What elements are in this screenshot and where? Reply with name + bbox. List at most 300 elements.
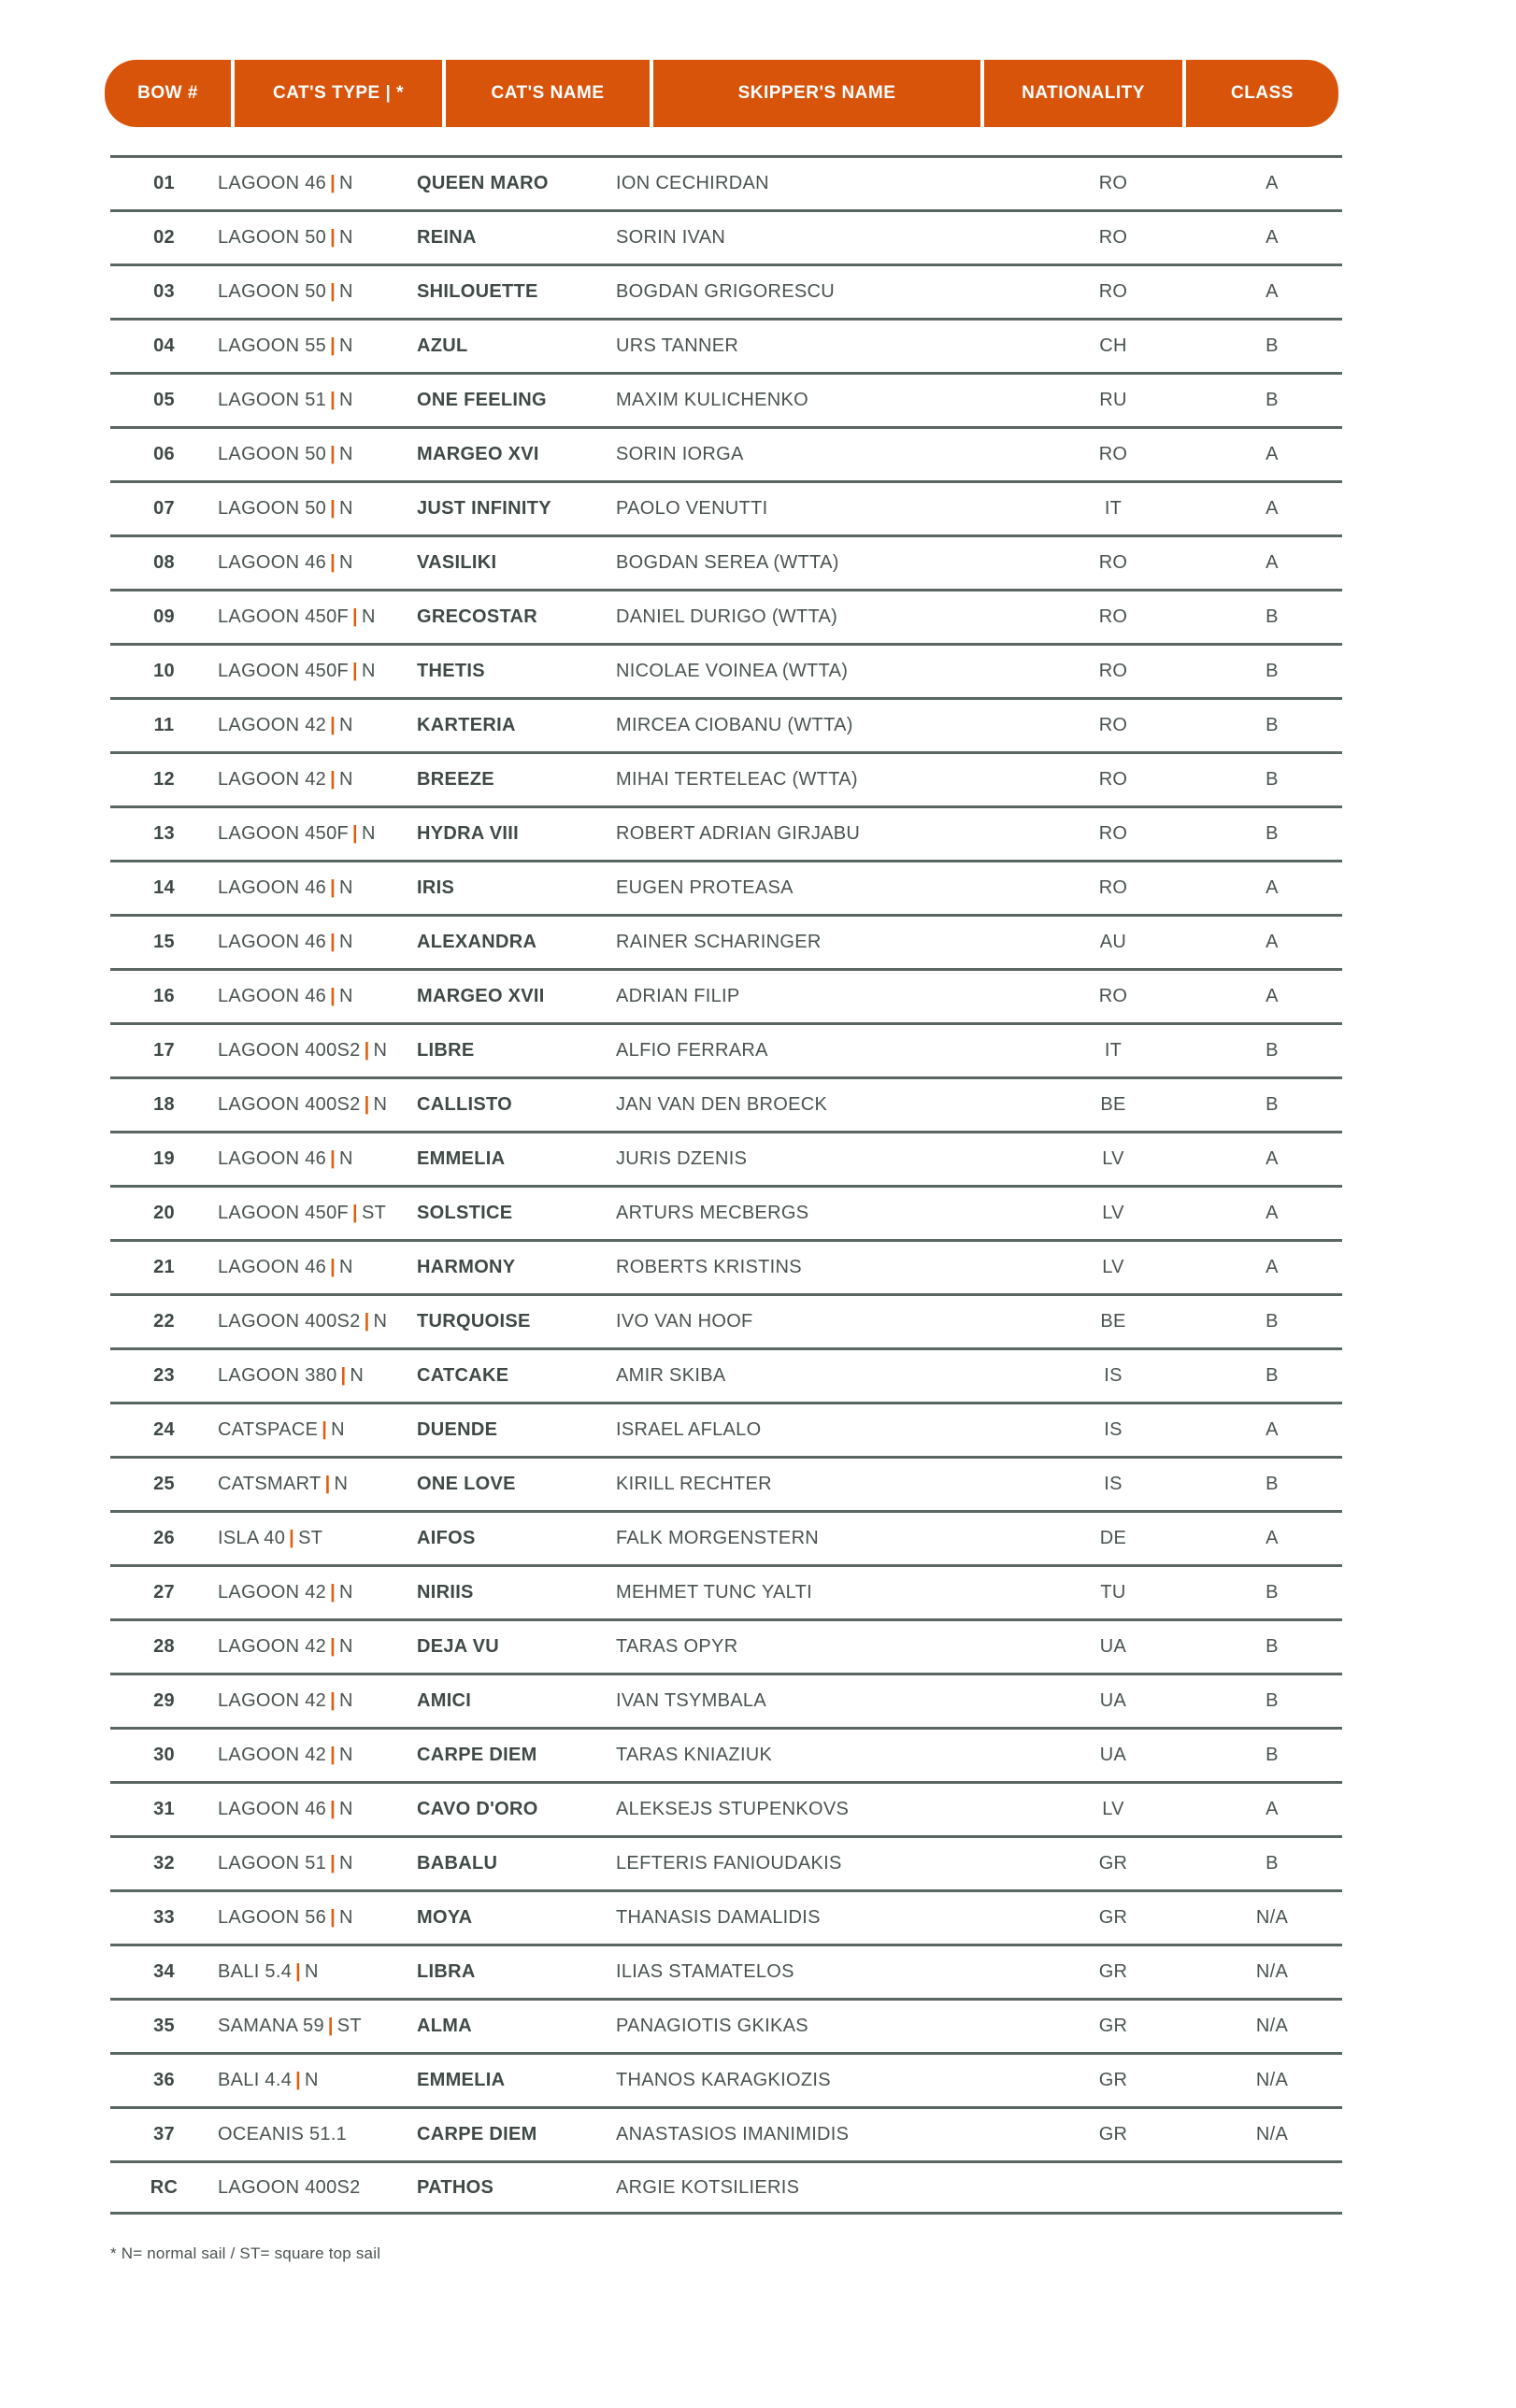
- cell-cat-type: [218, 877, 417, 899]
- cell-cat-name: MARGEO XVII: [417, 986, 545, 1006]
- cat-type-separator-icon: |: [330, 552, 336, 573]
- cell-skipper-name: ARTURS MECBERGS: [616, 1203, 809, 1223]
- cell-skipper-name: THANOS KARAGKIOZIS: [616, 2070, 831, 2090]
- cat-type-sail: ST: [336, 2016, 362, 2036]
- cell-cat-type: [218, 606, 417, 628]
- cat-type-separator-icon: |: [327, 2016, 334, 2036]
- cell-nationality: RO: [1098, 281, 1128, 302]
- cell-cat-name: PATHOS: [417, 2176, 494, 2198]
- cell-bow-number: 07: [153, 498, 175, 519]
- cell-class: A: [1266, 932, 1279, 952]
- cell-cat-name: LIBRA: [417, 1961, 476, 1982]
- cat-type-model: LAGOON 56: [218, 1907, 327, 1928]
- cell-skipper-name: AMIR SKIBA: [616, 1365, 726, 1386]
- cat-type-model: LAGOON 450F: [218, 606, 350, 627]
- cell-bow-number: 20: [153, 1203, 175, 1223]
- cell-class: N/A: [1255, 1907, 1289, 1928]
- cell-class: N/A: [1255, 2070, 1289, 2090]
- cell-cat-type: [218, 2124, 417, 2145]
- cell-class: B: [1266, 1582, 1279, 1603]
- cell-nationality: LV: [1102, 1203, 1124, 1223]
- table-row: [110, 1673, 1342, 1727]
- table-row: [110, 1727, 1342, 1781]
- cell-bow-number: 12: [153, 769, 175, 790]
- cat-type-model: LAGOON 450F: [218, 1203, 350, 1223]
- cell-skipper-name: PANAGIOTIS GKIKAS: [616, 2016, 808, 2036]
- table-row: [110, 1022, 1342, 1076]
- cell-class: A: [1266, 1203, 1279, 1223]
- cat-type-model: OCEANIS 51.1: [218, 2124, 348, 2144]
- cell-skipper-name: RAINER SCHARINGER: [616, 932, 822, 952]
- cell-skipper-name: EUGEN PROTEASA: [616, 877, 794, 898]
- cat-type-model: LAGOON 50: [218, 227, 327, 248]
- cell-class: B: [1266, 1745, 1279, 1765]
- cell-nationality: RO: [1098, 606, 1128, 627]
- cat-type-model: LAGOON 51: [218, 1853, 327, 1874]
- cell-class: B: [1266, 1040, 1279, 1061]
- table-row: [110, 2160, 1342, 2215]
- cell-cat-name: SOLSTICE: [417, 1203, 513, 1223]
- cell-skipper-name: JURIS DZENIS: [616, 1148, 748, 1169]
- cat-type-separator-icon: |: [330, 444, 336, 464]
- cell-class: A: [1266, 1419, 1279, 1440]
- cell-cat-type: [218, 1528, 417, 1549]
- table-row: [110, 1456, 1342, 1510]
- cell-cat-name: CALLISTO: [417, 1094, 513, 1115]
- cell-cat-type: [218, 2016, 417, 2037]
- cat-type-separator-icon: |: [330, 1636, 336, 1657]
- cell-cat-type: [218, 823, 417, 845]
- cat-type-sail: N: [339, 227, 353, 248]
- cat-type-separator-icon: |: [352, 661, 358, 681]
- cell-nationality: RO: [1098, 823, 1128, 844]
- cell-bow-number: 24: [153, 1419, 175, 1440]
- cell-skipper-name: IVAN TSYMBALA: [616, 1690, 766, 1711]
- table-row: [110, 589, 1342, 643]
- cat-type-separator-icon: |: [324, 1474, 331, 1494]
- cell-class: B: [1266, 1690, 1279, 1711]
- cell-cat-name: QUEEN MARO: [417, 173, 549, 193]
- cell-nationality: GR: [1098, 2016, 1128, 2036]
- cell-skipper-name: PAOLO VENUTTI: [616, 498, 768, 519]
- cat-type-separator-icon: |: [330, 932, 336, 952]
- cell-skipper-name: MEHMET TUNC YALTI: [616, 1582, 812, 1603]
- cat-type-separator-icon: |: [330, 715, 336, 735]
- table-row: [110, 480, 1342, 534]
- cell-nationality: CH: [1099, 335, 1127, 356]
- cell-cat-type: [218, 986, 417, 1007]
- cell-bow-number: 01: [153, 173, 175, 193]
- cell-nationality: UA: [1099, 1745, 1127, 1765]
- cell-cat-name: AMICI: [417, 1690, 472, 1711]
- cell-bow-number: 28: [153, 1636, 175, 1657]
- cat-type-model: LAGOON 55: [218, 335, 327, 356]
- cell-cat-type: [218, 1582, 417, 1603]
- cell-bow-number: 26: [153, 1528, 175, 1548]
- cat-type-sail: N: [373, 1311, 388, 1332]
- cell-nationality: RO: [1098, 552, 1128, 573]
- cell-cat-type: [218, 661, 417, 682]
- column-header-nat[interactable]: NATIONALITY: [984, 60, 1182, 127]
- cell-class: B: [1266, 1853, 1279, 1874]
- cell-bow-number: 23: [153, 1365, 175, 1386]
- cell-skipper-name: LEFTERIS FANIOUDAKIS: [616, 1853, 842, 1874]
- table-row: [110, 1510, 1342, 1564]
- cat-type-separator-icon: |: [364, 1311, 370, 1332]
- table-row: [110, 1076, 1342, 1131]
- cat-type-sail: N: [373, 1040, 388, 1061]
- cell-bow-number: 09: [153, 606, 175, 627]
- cat-type-model: LAGOON 42: [218, 715, 327, 735]
- cell-bow-number: 37: [153, 2124, 175, 2144]
- table-row: [110, 1998, 1342, 2052]
- table-row: [110, 643, 1342, 697]
- cell-nationality: GR: [1098, 2070, 1128, 2090]
- cat-type-model: ISLA 40: [218, 1528, 286, 1548]
- cell-class: A: [1266, 986, 1279, 1006]
- cell-nationality: RO: [1098, 227, 1128, 248]
- cell-class: B: [1266, 390, 1279, 410]
- cat-type-sail: N: [361, 606, 376, 627]
- cell-cat-name: AIFOS: [417, 1528, 476, 1548]
- cell-cat-type: [218, 1745, 417, 1766]
- cell-class: N/A: [1255, 2124, 1289, 2144]
- cat-type-separator-icon: |: [330, 1690, 336, 1711]
- cell-nationality: GR: [1098, 1907, 1128, 1928]
- cell-nationality: BE: [1100, 1311, 1126, 1332]
- cell-nationality: IT: [1104, 1040, 1123, 1061]
- column-header-type[interactable]: CAT'S TYPE | *: [235, 60, 442, 127]
- cat-type-sail: N: [305, 1961, 319, 1982]
- cell-class: B: [1266, 606, 1279, 627]
- cat-type-separator-icon: |: [364, 1094, 370, 1115]
- table-row: [110, 1185, 1342, 1239]
- cell-nationality: LV: [1102, 1257, 1124, 1277]
- cat-type-separator-icon: |: [330, 335, 336, 356]
- cat-type-separator-icon: |: [330, 1853, 336, 1874]
- table-row: [110, 2106, 1342, 2160]
- cell-bow-number: 36: [153, 2070, 175, 2090]
- cell-nationality: RO: [1098, 769, 1128, 790]
- cat-type-model: SAMANA 59: [218, 2016, 324, 2036]
- cell-cat-type: [218, 173, 417, 194]
- cell-class: A: [1266, 1799, 1279, 1819]
- cell-bow-number: 25: [153, 1474, 175, 1494]
- cell-bow-number: 05: [153, 390, 175, 410]
- table-row: [110, 318, 1342, 372]
- cell-bow-number: 19: [153, 1148, 175, 1169]
- cat-type-separator-icon: |: [330, 390, 336, 410]
- cell-cat-type: [218, 1853, 417, 1874]
- cell-cat-type: [218, 227, 417, 249]
- cat-type-model: LAGOON 42: [218, 1636, 327, 1657]
- cat-type-separator-icon: |: [330, 173, 336, 193]
- cell-cat-type: [218, 1799, 417, 1820]
- cat-type-model: CATSPACE: [218, 1419, 319, 1440]
- cell-class: B: [1266, 661, 1279, 681]
- cat-type-model: LAGOON 46: [218, 877, 327, 898]
- table-row: [110, 1347, 1342, 1402]
- cell-cat-name: HYDRA VIII: [417, 823, 519, 844]
- cell-nationality: UA: [1099, 1690, 1127, 1711]
- entry-list-table: [110, 155, 1342, 2215]
- cell-class: B: [1266, 1094, 1279, 1115]
- cell-cat-type: [218, 1907, 417, 1929]
- table-row: [110, 264, 1342, 318]
- cell-cat-name: DUENDE: [417, 1419, 498, 1440]
- cell-bow-number: 17: [153, 1040, 175, 1061]
- cell-class: A: [1266, 227, 1279, 248]
- cell-class: A: [1266, 877, 1279, 898]
- cell-class: A: [1266, 444, 1279, 464]
- cat-type-model: LAGOON 42: [218, 769, 327, 790]
- cell-class: B: [1266, 1636, 1279, 1657]
- cell-cat-type: [218, 769, 417, 791]
- cat-type-model: LAGOON 46: [218, 552, 327, 573]
- cell-skipper-name: ILIAS STAMATELOS: [616, 1961, 794, 1982]
- cat-type-separator-icon: |: [352, 606, 358, 627]
- cell-bow-number: 03: [153, 281, 175, 302]
- cat-type-model: LAGOON 42: [218, 1582, 327, 1603]
- cell-cat-type: [218, 1094, 417, 1116]
- cat-type-model: LAGOON 400S2: [218, 1040, 361, 1061]
- cell-bow-number: 32: [153, 1853, 175, 1874]
- cell-cat-type: [218, 932, 417, 953]
- cell-cat-name: HARMONY: [417, 1257, 516, 1277]
- cat-type-sail: N: [339, 1853, 353, 1874]
- cell-skipper-name: URS TANNER: [616, 335, 739, 356]
- cell-nationality: RO: [1098, 715, 1128, 735]
- cell-cat-name: VASILIKI: [417, 552, 497, 573]
- cat-type-sail: N: [350, 1365, 365, 1386]
- cell-cat-name: MOYA: [417, 1907, 473, 1928]
- cell-cat-name: MARGEO XVI: [417, 444, 539, 464]
- cell-cat-name: IRIS: [417, 877, 455, 898]
- cell-nationality: LV: [1102, 1799, 1124, 1819]
- cell-cat-type: [218, 2177, 417, 2199]
- cell-skipper-name: SORIN IVAN: [616, 227, 726, 248]
- table-row: [110, 968, 1342, 1022]
- column-header-class[interactable]: CLASS: [1186, 60, 1338, 127]
- cat-type-separator-icon: |: [330, 1582, 336, 1603]
- table-row: [110, 534, 1342, 589]
- cell-class: B: [1266, 1365, 1279, 1386]
- table-row: [110, 751, 1342, 805]
- cat-type-separator-icon: |: [340, 1365, 347, 1386]
- cell-skipper-name: FALK MORGENSTERN: [616, 1528, 820, 1548]
- cat-type-model: LAGOON 450F: [218, 823, 350, 844]
- cell-skipper-name: BOGDAN GRIGORESCU: [616, 281, 836, 302]
- cat-type-sail: N: [339, 335, 353, 356]
- cat-type-separator-icon: |: [364, 1040, 370, 1061]
- column-header-bow[interactable]: BOW #: [105, 60, 231, 127]
- cat-type-sail: N: [373, 1094, 388, 1115]
- cell-cat-type: [218, 552, 417, 574]
- cell-skipper-name: MAXIM KULICHENKO: [616, 390, 808, 410]
- cell-nationality: IS: [1104, 1474, 1123, 1494]
- table-row: [110, 1618, 1342, 1673]
- cat-type-model: LAGOON 46: [218, 932, 327, 952]
- cat-type-sail: N: [339, 1690, 353, 1711]
- cat-type-sail: N: [339, 498, 353, 519]
- cell-bow-number: 02: [153, 227, 175, 248]
- cell-bow-number: 30: [153, 1745, 175, 1765]
- cat-type-separator-icon: |: [330, 281, 336, 302]
- cell-cat-type: [218, 1474, 417, 1495]
- cat-type-separator-icon: |: [295, 2070, 302, 2090]
- cat-type-model: LAGOON 400S2: [218, 1311, 361, 1332]
- cell-bow-number: 34: [153, 1961, 175, 1982]
- cell-nationality: RU: [1099, 390, 1127, 410]
- cell-cat-type: [218, 1690, 417, 1712]
- cell-cat-name: SHILOUETTE: [417, 281, 538, 302]
- cat-type-sail: N: [339, 1745, 353, 1765]
- cat-type-model: LAGOON 50: [218, 498, 327, 519]
- table-row: [110, 1402, 1342, 1456]
- cell-cat-name: CARPE DIEM: [417, 2124, 537, 2144]
- cat-type-separator-icon: |: [330, 498, 336, 519]
- cell-bow-number: 21: [153, 1257, 175, 1277]
- cell-cat-type: [218, 1148, 417, 1170]
- cell-nationality: IS: [1104, 1365, 1123, 1386]
- cell-cat-name: GRECOSTAR: [417, 606, 537, 627]
- cell-class: B: [1266, 1474, 1279, 1494]
- cell-cat-name: AZUL: [417, 335, 468, 356]
- cell-class: N/A: [1255, 2016, 1289, 2036]
- cat-type-model: LAGOON 42: [218, 1745, 327, 1765]
- cell-cat-type: [218, 715, 417, 736]
- cat-type-sail: N: [331, 1419, 345, 1440]
- cell-class: B: [1266, 1311, 1279, 1332]
- cell-nationality: AU: [1099, 932, 1127, 952]
- cat-type-sail: N: [361, 823, 376, 844]
- cat-type-model: BALI 5.4: [218, 1961, 293, 1982]
- cell-class: A: [1266, 1528, 1279, 1548]
- table-row: [110, 1293, 1342, 1347]
- cell-skipper-name: BOGDAN SEREA (WTTA): [616, 552, 839, 573]
- cell-cat-name: NIRIIS: [417, 1582, 474, 1603]
- cat-type-separator-icon: |: [330, 877, 336, 898]
- cell-cat-type: [218, 1419, 417, 1441]
- cell-skipper-name: NICOLAE VOINEA (WTTA): [616, 661, 849, 681]
- entry-list-sheet: [0, 60, 1516, 2408]
- cell-cat-type: [218, 1365, 417, 1387]
- cat-type-sail: N: [305, 2070, 319, 2090]
- cat-type-separator-icon: |: [330, 1148, 336, 1169]
- cat-type-sail: ST: [361, 1203, 387, 1223]
- cell-bow-number: 06: [153, 444, 175, 464]
- cat-type-model: LAGOON 400S2: [218, 2176, 361, 2198]
- cell-class: A: [1266, 173, 1279, 193]
- cat-type-sail: N: [339, 986, 353, 1006]
- cell-nationality: UA: [1099, 1636, 1127, 1657]
- cell-cat-type: [218, 1961, 417, 1983]
- cell-bow-number: 11: [153, 715, 175, 735]
- table-row: [110, 914, 1342, 968]
- cat-type-separator-icon: |: [352, 1203, 358, 1223]
- cell-cat-name: LIBRE: [417, 1040, 475, 1061]
- cat-type-sail: N: [339, 1148, 353, 1169]
- cat-type-separator-icon: |: [295, 1961, 302, 1982]
- cell-cat-name: ALEXANDRA: [417, 932, 537, 952]
- cell-skipper-name: KIRILL RECHTER: [616, 1474, 772, 1494]
- cell-nationality: DE: [1099, 1528, 1127, 1548]
- cell-bow-number: 35: [153, 2016, 175, 2036]
- cat-type-sail: N: [361, 661, 376, 681]
- cat-type-sail: N: [339, 390, 353, 410]
- cell-cat-name: ALMA: [417, 2016, 472, 2036]
- table-row: [110, 372, 1342, 426]
- table-row: [110, 155, 1342, 209]
- cell-cat-name: KARTERIA: [417, 715, 516, 735]
- cell-bow-number: 33: [153, 1907, 175, 1928]
- cat-type-separator-icon: |: [330, 1799, 336, 1819]
- cell-nationality: IS: [1104, 1419, 1123, 1440]
- cell-cat-type: [218, 1040, 417, 1062]
- cat-type-model: CATSMART: [218, 1474, 322, 1494]
- cell-skipper-name: ALEKSEJS STUPENKOVS: [616, 1799, 850, 1819]
- cat-type-model: LAGOON 46: [218, 173, 327, 193]
- cell-cat-name: ONE FEELING: [417, 390, 547, 410]
- cat-type-sail: N: [339, 932, 353, 952]
- column-header-cname[interactable]: CAT'S NAME: [446, 60, 650, 127]
- cell-bow-number: 29: [153, 1690, 175, 1711]
- cat-type-sail: N: [339, 444, 353, 464]
- cat-type-model: LAGOON 50: [218, 444, 327, 464]
- cell-cat-name: CATCAKE: [417, 1365, 509, 1386]
- cat-type-model: LAGOON 42: [218, 1690, 327, 1711]
- cat-type-sail: N: [339, 552, 353, 573]
- cell-skipper-name: TARAS OPYR: [616, 1636, 738, 1657]
- cell-cat-name: REINA: [417, 227, 477, 248]
- table-row: [110, 1564, 1342, 1618]
- cell-skipper-name: ROBERT ADRIAN GIRJABU: [616, 823, 861, 844]
- cat-type-model: LAGOON 380: [218, 1365, 337, 1386]
- cell-cat-name: CAVO D'ORO: [417, 1799, 538, 1819]
- cell-nationality: GR: [1098, 2124, 1128, 2144]
- cell-cat-type: [218, 1203, 417, 1224]
- cat-type-model: LAGOON 46: [218, 986, 327, 1006]
- table-row: [110, 1944, 1342, 1998]
- cell-bow-number: 13: [153, 823, 175, 844]
- cell-class: B: [1266, 715, 1279, 735]
- cat-type-sail: N: [339, 877, 353, 898]
- column-header-skip[interactable]: SKIPPER'S NAME: [653, 60, 980, 127]
- cell-nationality: GR: [1098, 1961, 1128, 1982]
- cell-skipper-name: ION CECHIRDAN: [616, 173, 769, 193]
- table-row: [110, 1239, 1342, 1293]
- cat-type-sail: ST: [298, 1528, 323, 1548]
- cell-cat-type: [218, 1636, 417, 1658]
- cat-type-model: LAGOON 51: [218, 390, 327, 410]
- cat-type-sail: N: [339, 173, 353, 193]
- table-row: [110, 860, 1342, 914]
- cell-bow-number: 18: [153, 1094, 175, 1115]
- cat-type-separator-icon: |: [330, 1257, 336, 1277]
- cell-bow-number: 22: [153, 1311, 175, 1332]
- cell-bow-number: 14: [153, 877, 175, 898]
- cell-class: A: [1266, 498, 1279, 519]
- cell-cat-type: [218, 1257, 417, 1278]
- cat-type-sail: N: [334, 1474, 349, 1494]
- cell-skipper-name: MIRCEA CIOBANU (WTTA): [616, 715, 853, 735]
- cell-class: A: [1266, 281, 1279, 302]
- cell-skipper-name: IVO VAN HOOF: [616, 1311, 753, 1332]
- cell-skipper-name: ROBERTS KRISTINS: [616, 1257, 802, 1277]
- table-header: [105, 60, 1368, 127]
- cat-type-separator-icon: |: [330, 1907, 336, 1928]
- cell-cat-type: [218, 1311, 417, 1332]
